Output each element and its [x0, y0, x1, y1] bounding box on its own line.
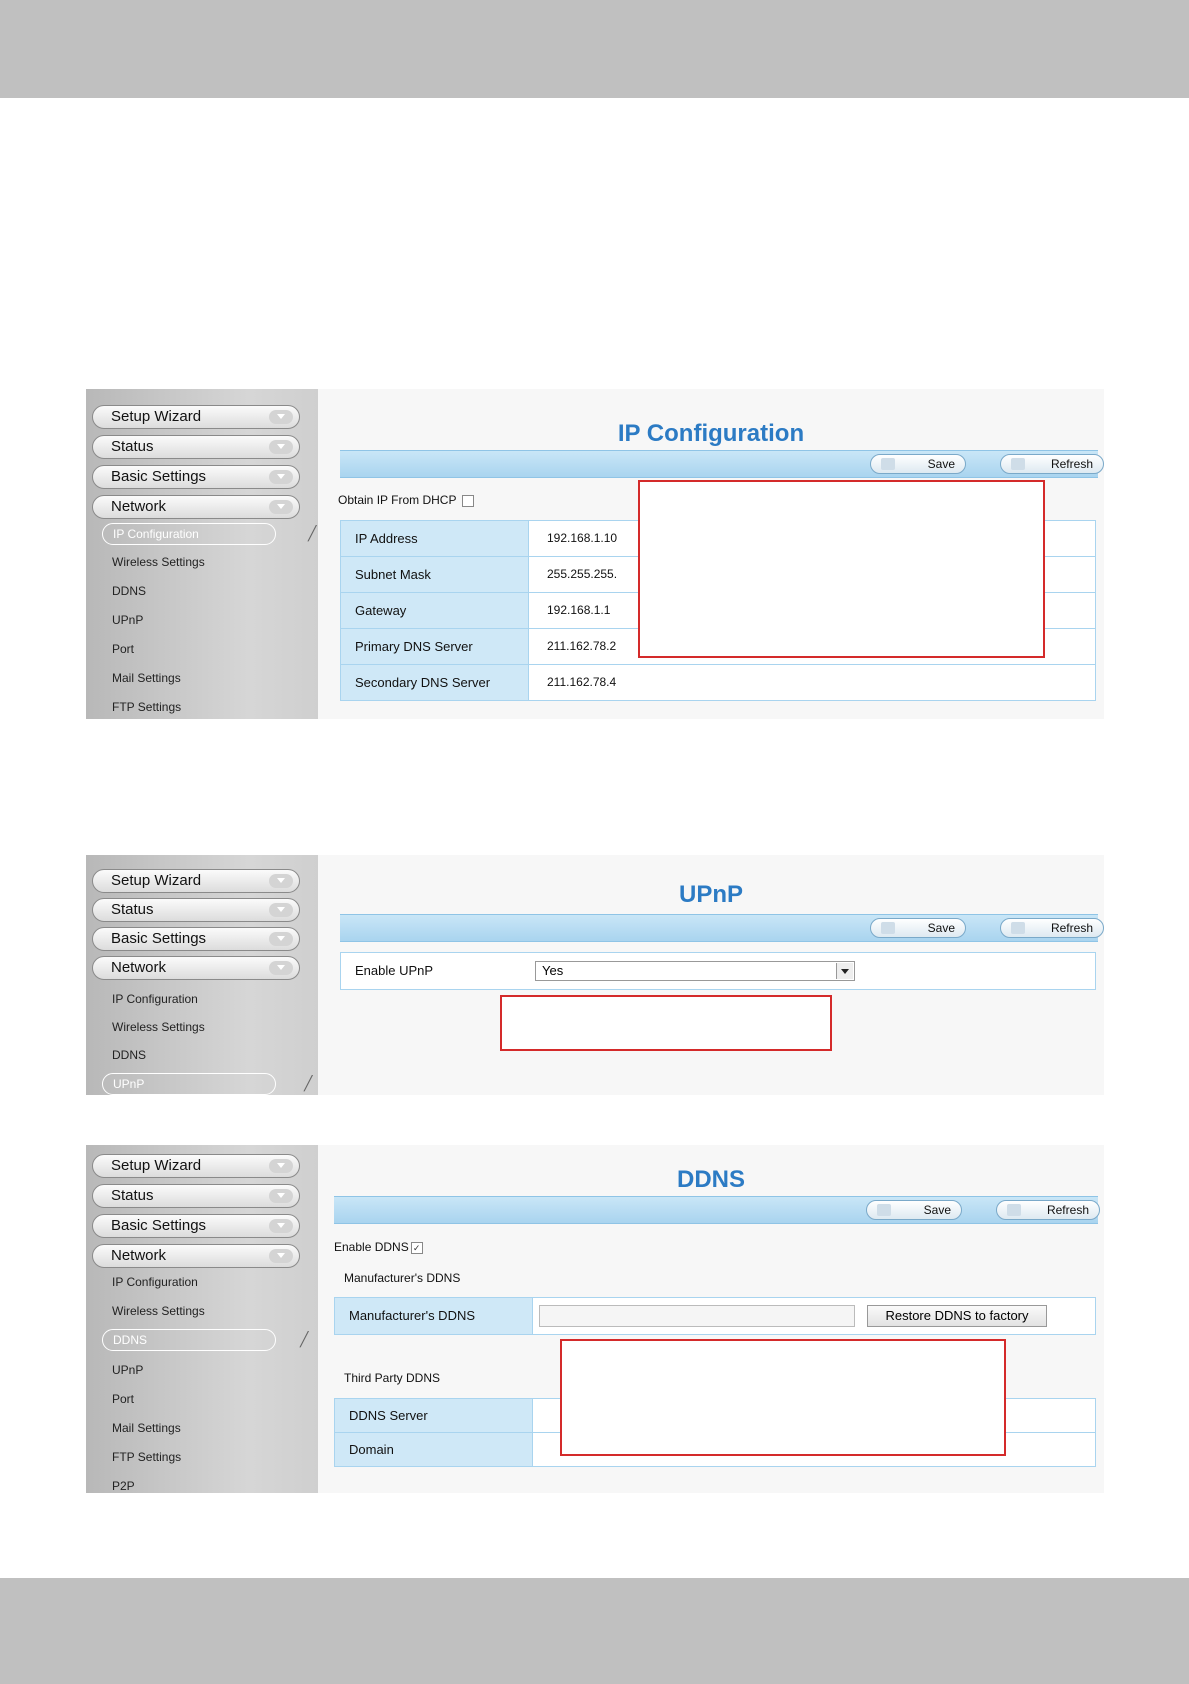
refresh-button[interactable] [1000, 454, 1104, 474]
save-label: Save [927, 457, 955, 471]
sidebar-item-label: Basic Settings [111, 1217, 207, 1234]
save-label: Save [927, 921, 955, 935]
save-button[interactable] [870, 918, 966, 938]
sidebar-item-p2p[interactable]: P2P [112, 1479, 135, 1493]
sidebar-item-upnp[interactable]: UPnP [102, 1073, 276, 1095]
refresh-icon [1011, 922, 1025, 934]
manufacturer-ddns-label: Manufacturer's DDNS [335, 1298, 533, 1334]
sidebar-status[interactable] [92, 435, 300, 459]
enable-upnp-value: Yes [542, 963, 564, 978]
subnet-mask-field[interactable]: 255.255.255. [535, 564, 851, 585]
page-title: UPnP [678, 881, 743, 908]
ip-address-field[interactable]: 192.168.1.10 [535, 528, 851, 549]
sidebar-network[interactable] [92, 495, 300, 519]
active-indicator-icon: ╱ [304, 1075, 313, 1091]
ddns-server-label: DDNS Server [335, 1399, 533, 1432]
save-icon [881, 922, 895, 934]
sidebar-item-label: Setup Wizard [111, 408, 202, 425]
sidebar-item-label: Status [111, 438, 154, 455]
ddns-panel [86, 1145, 1104, 1493]
chevron-down-icon [269, 500, 293, 514]
chevron-down-icon [269, 932, 293, 946]
table-row [341, 665, 1095, 700]
chevron-down-icon[interactable] [836, 963, 853, 979]
sidebar-basic-settings[interactable] [92, 1214, 300, 1238]
sidebar-item-wireless-settings[interactable]: Wireless Settings [112, 1304, 205, 1318]
upnp-settings-table [340, 952, 1096, 990]
toolbar [340, 450, 1098, 478]
chevron-down-icon [269, 874, 293, 888]
refresh-icon [1007, 1204, 1021, 1216]
sidebar-item-label: Basic Settings [111, 930, 207, 947]
primary-dns-field[interactable]: 211.162.78.2 [535, 636, 851, 657]
sidebar-item-ddns[interactable]: DDNS [112, 1048, 147, 1062]
secondary-dns-field[interactable]: 211.162.78.4 [535, 672, 851, 693]
enable-ddns-checkbox[interactable]: ✓ [411, 1242, 423, 1254]
upnp-panel [86, 855, 1104, 1095]
sidebar-item-upnp[interactable]: UPnP [112, 613, 144, 627]
sidebar-basic-settings[interactable] [92, 465, 300, 489]
toolbar [340, 914, 1098, 942]
secondary-dns-label: Secondary DNS Server [341, 665, 529, 700]
sidebar-item-ddns[interactable]: DDNS [102, 1329, 276, 1351]
sidebar-item-label: Network [111, 498, 167, 515]
sidebar-setup-wizard[interactable] [92, 1154, 300, 1178]
domain-label: Domain [335, 1433, 533, 1466]
sidebar-item-upnp[interactable]: UPnP [112, 1363, 144, 1377]
sidebar-item-ftp-settings[interactable]: FTP Settings [112, 1450, 182, 1464]
sidebar-item-port[interactable]: Port [112, 1392, 135, 1406]
primary-dns-label: Primary DNS Server [341, 629, 529, 664]
refresh-label: Refresh [1050, 457, 1093, 471]
annotation-box [500, 995, 832, 1051]
annotation-box [638, 480, 1045, 658]
sidebar-item-label: Status [111, 1187, 154, 1204]
sidebar-basic-settings[interactable] [92, 927, 300, 951]
sidebar-item-label: Status [111, 901, 154, 918]
refresh-icon [1011, 458, 1025, 470]
sidebar-network[interactable] [92, 1244, 300, 1268]
refresh-button[interactable] [1000, 918, 1104, 938]
subnet-mask-label: Subnet Mask [341, 557, 529, 592]
sidebar-item-label: Setup Wizard [111, 1157, 202, 1174]
save-label: Save [923, 1203, 951, 1217]
table-row [335, 1298, 1095, 1334]
chevron-down-icon [269, 903, 293, 917]
manufacturer-ddns-field[interactable] [539, 1305, 855, 1327]
third-party-ddns-heading: Third Party DDNS [344, 1371, 441, 1385]
sidebar [86, 389, 318, 719]
active-indicator-icon: ╱ [300, 1331, 309, 1347]
sidebar-status[interactable] [92, 1184, 300, 1208]
enable-ddns-label: Enable DDNS [334, 1240, 409, 1254]
enable-upnp-select[interactable] [535, 961, 855, 981]
enable-ddns-option [334, 1240, 423, 1254]
sidebar-item-mail-settings[interactable]: Mail Settings [112, 1421, 181, 1435]
save-button[interactable] [866, 1200, 962, 1220]
chevron-down-icon [269, 410, 293, 424]
sidebar-item-ip-configuration[interactable]: IP Configuration [112, 1275, 198, 1289]
dhcp-option [338, 493, 474, 507]
refresh-button[interactable] [996, 1200, 1100, 1220]
save-icon [881, 458, 895, 470]
sidebar-item-label: Setup Wizard [111, 872, 202, 889]
ip-address-label: IP Address [341, 521, 529, 556]
page-title: DDNS [676, 1166, 745, 1193]
sidebar-item-port[interactable]: Port [112, 642, 135, 656]
sidebar-network[interactable] [92, 956, 300, 980]
chevron-down-icon [269, 1219, 293, 1233]
main-content [318, 855, 1104, 1095]
gateway-field[interactable]: 192.168.1.1 [535, 600, 851, 621]
page-title: IP Configuration [617, 420, 805, 447]
enable-upnp-label: Enable UPnP [355, 963, 434, 978]
top-gray-band [0, 0, 1189, 98]
active-indicator-icon: ╱ [308, 525, 317, 541]
sidebar-status[interactable] [92, 898, 300, 922]
manufacturer-ddns-table [334, 1297, 1096, 1335]
sidebar-setup-wizard[interactable] [92, 405, 300, 429]
restore-ddns-button[interactable]: Restore DDNS to factory [867, 1305, 1047, 1327]
chevron-down-icon [269, 961, 293, 975]
chevron-down-icon [269, 1249, 293, 1263]
sidebar-item-label: Basic Settings [111, 468, 207, 485]
sidebar-item-mail-settings[interactable]: Mail Settings [112, 671, 181, 685]
chevron-down-icon [269, 440, 293, 454]
ip-configuration-panel [86, 389, 1104, 719]
dhcp-checkbox[interactable] [462, 495, 474, 507]
chevron-down-icon [269, 1189, 293, 1203]
sidebar-item-ip-configuration[interactable]: IP Configuration [112, 992, 198, 1006]
sidebar-item-label: Network [111, 959, 167, 976]
annotation-box [560, 1339, 1006, 1456]
sidebar [86, 1145, 318, 1493]
chevron-down-icon [269, 470, 293, 484]
sidebar-item-ftp-settings[interactable]: FTP Settings [112, 700, 182, 714]
table-row [341, 953, 1095, 989]
manufacturer-ddns-heading: Manufacturer's DDNS [344, 1271, 461, 1285]
gateway-label: Gateway [341, 593, 529, 628]
sidebar-item-ddns[interactable]: DDNS [112, 584, 147, 598]
bottom-gray-band [0, 1578, 1189, 1684]
save-button[interactable] [870, 454, 966, 474]
refresh-label: Refresh [1050, 921, 1093, 935]
save-icon [877, 1204, 891, 1216]
refresh-label: Refresh [1046, 1203, 1089, 1217]
dhcp-label: Obtain IP From DHCP [338, 493, 457, 507]
sidebar-setup-wizard[interactable] [92, 869, 300, 893]
sidebar-item-wireless-settings[interactable]: Wireless Settings [112, 555, 205, 569]
sidebar-item-label: Network [111, 1247, 167, 1264]
sidebar [86, 855, 318, 1095]
sidebar-item-wireless-settings[interactable]: Wireless Settings [112, 1020, 205, 1034]
sidebar-item-ip-configuration[interactable]: IP Configuration [102, 523, 276, 545]
chevron-down-icon [269, 1159, 293, 1173]
toolbar [334, 1196, 1098, 1224]
